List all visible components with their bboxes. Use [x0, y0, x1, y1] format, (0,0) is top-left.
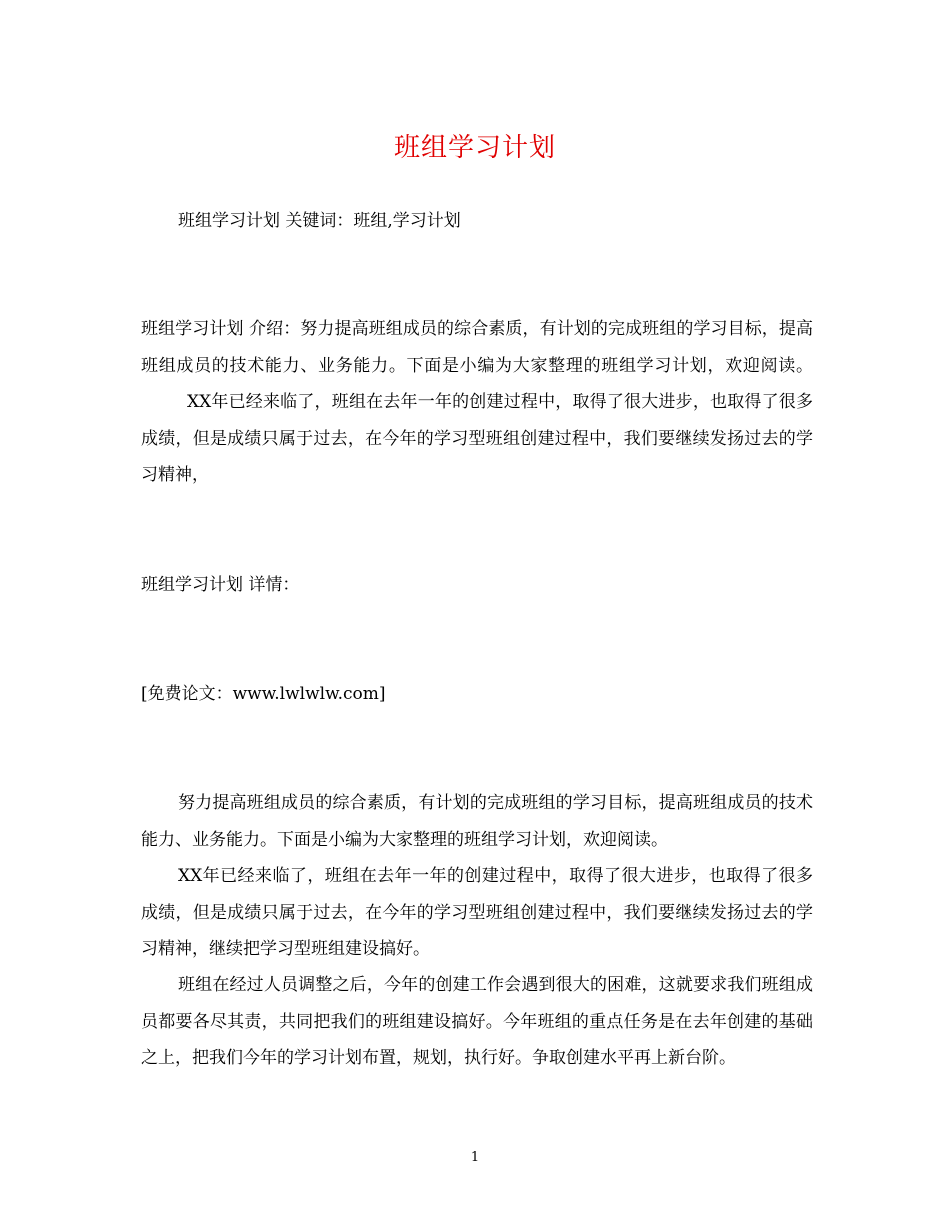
body-paragraph-1: 努力提高班组成员的综合素质，有计划的完成班组的学习目标，提高班组成员的技术能力、业务能力。下面是小编为大家整理的班组学习计划，欢迎阅读。	[141, 793, 813, 850]
intro-suffix: XX年已经来临了，班组在去年一年的创建过程中，取得了很大进步，也取得了很多成绩，但是成绩只属于过去，在今年的学习型班组创建过程中，我们要继续发扬过去的学习精神，	[141, 392, 813, 485]
intro-prefix: 班组学习计划 介绍：努力提高班组成员的综合素质，有计划的完成班组的学习目标，提高班组成员的技术能力、业务能力。下面是小编为大家整理的班组学习计划，欢迎阅读。	[141, 319, 813, 376]
page-number: 1	[470, 1150, 480, 1165]
source-line: [免费论文：www.lwlwlw.com]	[141, 684, 386, 704]
body-paragraph-2: XX年已经来临了，班组在去年一年的创建过程中，取得了很大进步，也取得了很多成绩，但是成绩只属于过去，在今年的学习型班组创建过程中，我们要继续发扬过去的学习精神，继续把学习型班组建设搞好。	[141, 866, 813, 959]
document-title: 班组学习计划	[393, 133, 556, 163]
detail-heading: 班组学习计划 详情：	[141, 575, 300, 595]
body-paragraph-3: 班组在经过人员调整之后，今年的创建工作会遇到很大的困难，这就要求我们班组成员都要各尽其责，共同把我们的班组建设搞好。今年班组的重点任务是在去年创建的基础之上，把我们今年的学习计划布置，规划，执行好。争取创建水平再上新台阶。	[141, 975, 813, 1068]
intro-paragraph	[141, 311, 813, 494]
keywords-line: 班组学习计划 关键词：班组,学习计划	[178, 211, 461, 231]
